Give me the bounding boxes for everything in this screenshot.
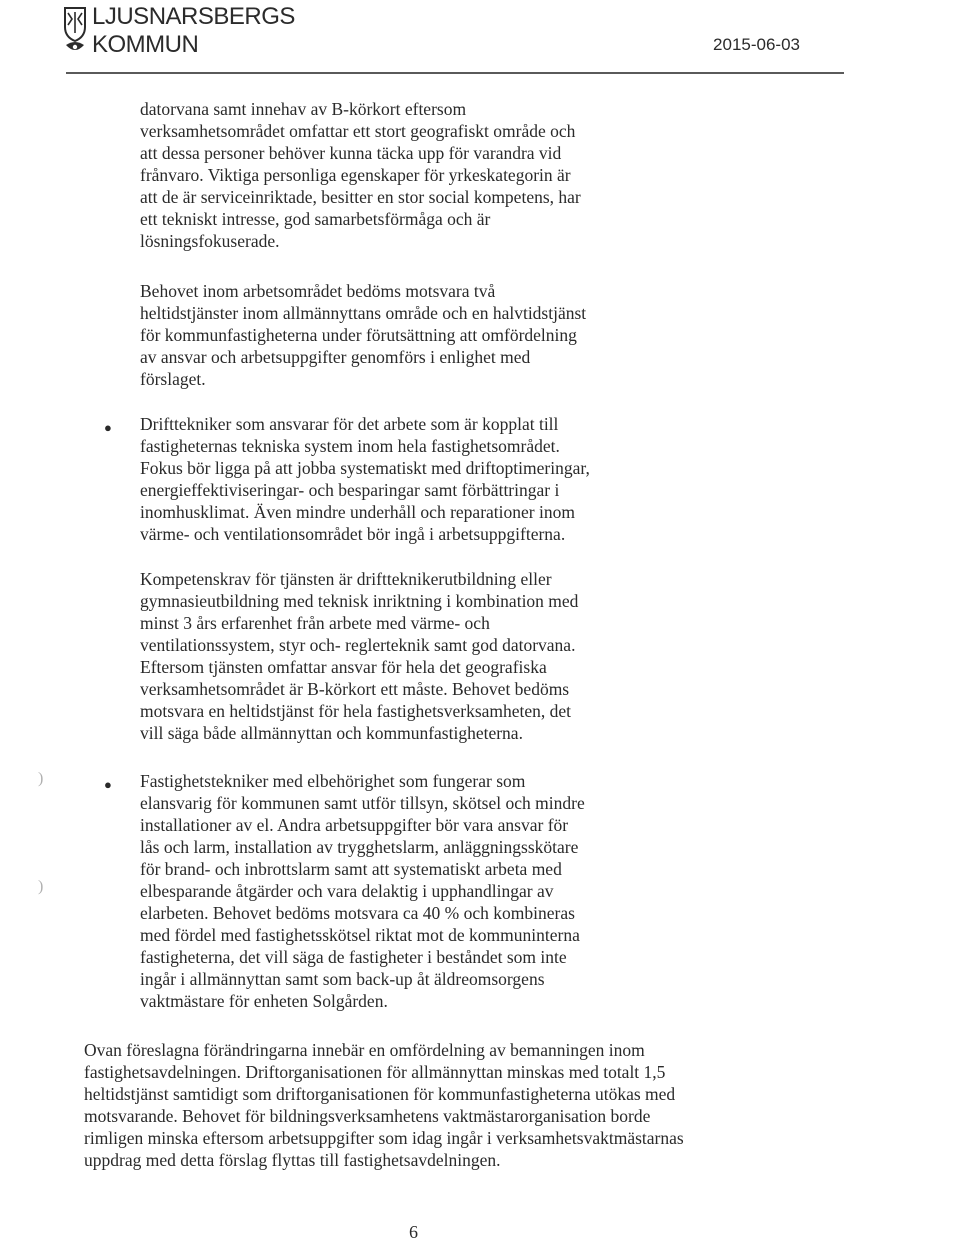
header-divider bbox=[66, 72, 844, 74]
municipality-name bbox=[92, 3, 295, 59]
municipality-name-line2: KOMMUN bbox=[92, 31, 199, 58]
bullet-fastighetstekniker: Fastighetstekniker med elbehörighet som fungerar som elansvarig för kommunen samt utför tillsyn, skötsel och mindre installationer av el. Andra arbetsuppgifter bör vara ansvar för lås och larm, installation av trygghetslarm, anläggningsskötare för brand- och inbrottslarm samt att systematiskt arbeta med elbesparande åtgärder och vara delaktig i upphandlingar av elarbeten. Behovet bedöms motsvara ca 40 % och kombineras med fördel med fastighetsskötsel riktat mot de kommuninterna fastigheterna, det vill säga de fastigheter i beståndet som inte ingår i allmännyttan samt som back-up åt äldreomsorgens vaktmästare för enheten Solgården. bbox=[140, 771, 585, 1011]
municipal-crest-icon bbox=[62, 5, 88, 57]
bullet-drifttekniker: Drifttekniker som ansvarar för det arbete som är kopplat till fastigheternas tekniska system inom hela fastighetsområdet. Fokus bör ligga på att jobba systematiskt med driftoptimeringar, energieffektiviseringar- och besparingar samt förbättringar i inomhusklimat. Även mindre underhåll och reparationer inom värme- och ventilationsområdet bör ingå i arbetsuppgifterna. bbox=[140, 414, 590, 544]
page-header bbox=[62, 3, 862, 73]
page-number: 6 bbox=[409, 1222, 418, 1242]
scan-mark: ) bbox=[38, 878, 44, 895]
municipality-name-line1: LJUSNARSBERGS bbox=[92, 3, 295, 30]
bullet-marker: ● bbox=[104, 777, 112, 792]
paragraph-competence-requirements: Kompetenskrav för tjänsten är driftteknikerutbildning eller gymnasieutbildning med teknisk inriktning i kombination med minst 3 års erfarenhet från arbete med värme- och ventilationssystem, styr och- reglerteknik samt god datorvana. Eftersom tjänsten omfattar ansvar för hela det geografiska verksamhetsområdet är B-körkort ett måste. Behovet bedöms motsvara en heltidstjänst för hela fastighetsverksamheten, det vill säga både allmännyttan och kommunfastigheterna. bbox=[140, 569, 579, 743]
paragraph-staffing-need: Behovet inom arbetsområdet bedöms motsvara två heltidstjänster inom allmännyttans område och en halvtidstjänst för kommunfastigheterna under förutsättning att omfördelning av ansvar och arbetsuppgifter genomförs i enlighet med förslaget. bbox=[140, 281, 587, 389]
document-date: 2015-06-03 bbox=[713, 35, 800, 54]
scan-mark: ) bbox=[38, 770, 44, 787]
paragraph-conclusion: Ovan föreslagna förändringarna innebär en omfördelning av bemanningen inom fastighetsavdelningen. Driftorganisationen för allmännyttan minskas med totalt 1,5 heltidstjänst samtidigt som driftorganisationen för kommunfastigheterna utökas med motsvarande. Behovet för bildningsverksamhetens vaktmästarorganisation borde rimligen minska eftersom arbetsuppgifter som idag ingår i verksamhetsvaktmästarnas uppdrag med detta förslag flyttas till fastighetsavdelningen. bbox=[84, 1040, 684, 1170]
paragraph-competence-summary: datorvana samt innehav av B-körkort eftersom verksamhetsområdet omfattar ett stort geografiskt område och att dessa personer behöver kunna täcka upp för varandra vid frånvaro. Viktiga personliga egenskaper för yrkeskategorin är att de är serviceinriktade, besitter en stor social kompetens, har ett tekniskt intresse, god samarbetsförmåga och är lösningsfokuserade. bbox=[140, 99, 581, 251]
bullet-marker: ● bbox=[104, 420, 112, 435]
